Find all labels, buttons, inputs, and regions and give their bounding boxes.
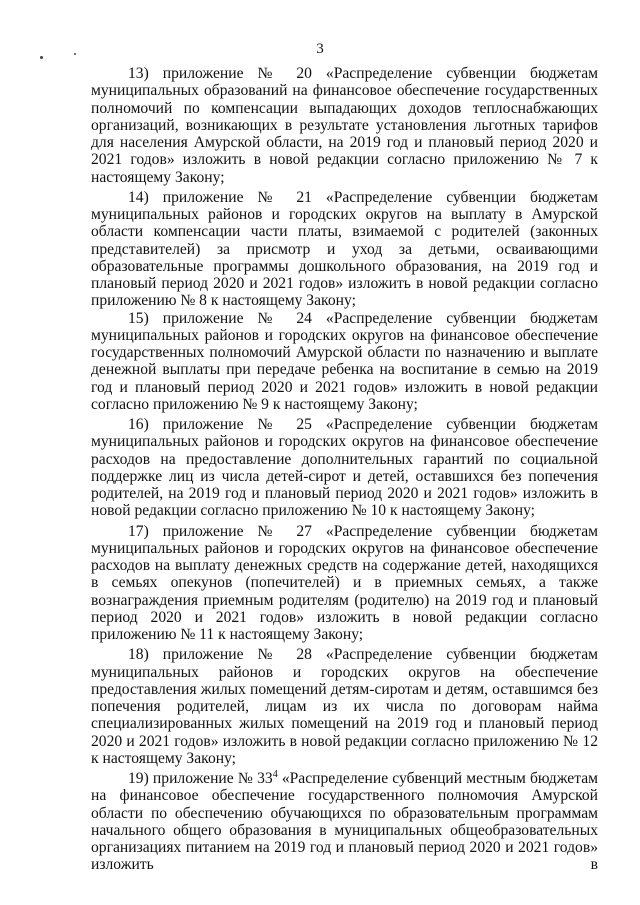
list-item-17: 17) приложение № 27 «Распределение субвенции бюджетам муниципальных районов и городских округов на финансовое обеспечение расходов на выплату денежных средств на содержание детей, находящихся в семьях опекунов (попечителей) и в приемных семьях, а также вознаграждения приемным родителям (родителю) на 2019 год и плановый период 2020 и 2021 годов» изложить в новой редакции согласно приложению № 11 к настоящему Закону; [91,522,598,643]
list-item-14: 14) приложение № 21 «Распределение субвенции бюджетам муниципальных районов и городских округов на выплату в Амурской области компенсации части платы, взимаемой с родителей (законных представителей) за присмотр и уход за детьми, осваивающими образовательные программы дошкольного образования, на 2019 год и плановый период 2020 и 2021 годов» изложить в новой редакции согласно приложению № 8 к настоящему Закону; [91,188,598,310]
list-item-13: 13) приложение № 20 «Распределение субвенции бюджетам муниципальных образований на финансовое обеспечение государственных полномочий по компенсации выпадающих доходов теплоснабжающих организаций, возникающих в результате установления льготных тарифов для населения Амурской области, на 2019 год и плановый период 2020 и 2021 годов» изложить в новой редакции согласно приложению № 7 к настоящему Закону; [91,65,598,186]
list-item-19-rest: «Распределение субвенций местным бюджетам на финансовое обеспечение государственного полномочия Амурской области по обеспечению обучающихся по образовательным программам начального общего образования в муниципальных общеобразовательных организациях питанием на 2019 год и плановый период 2020 и 2021 годов» изложить в [91,770,598,874]
list-item-19 [91,767,598,874]
document-body [91,65,598,874]
list-item-19-lead: 19) приложение № 33 [128,770,273,787]
page-number: 3 [316,41,324,57]
list-item-18: 18) приложение № 28 «Распределение субвенции бюджетам муниципальных районов и городских округов на обеспечение предоставления жилых помещений детям-сиротам и детям, оставшимся без попечения родителей, лицам из их числа по договорам найма специализированных жилых помещений на 2019 год и плановый период 2020 и 2021 годов» изложить в новой редакции согласно приложению № 12 к настоящему Закону; [91,646,598,767]
list-item-15: 15) приложение № 24 «Распределение субвенции бюджетам муниципальных районов и городских округов на финансовое обеспечение государственных полномочий Амурской области по назначению и выплате денежной выплаты при передаче ребенка на воспитание в семью на 2019 год и плановый период 2020 и 2021 годов» изложить в новой редакции согласно приложению № 9 к настоящему Закону; [91,309,598,413]
appendix-superscript: 4 [272,768,278,780]
list-item-16: 16) приложение № 25 «Распределение субвенции бюджетам муниципальных районов и городских округов на финансовое обеспечение расходов на предоставление дополнительных гарантий по социальной поддержке лиц из числа детей-сирот и детей, оставшихся без попечения родителей, на 2019 год и плановый период 2020 и 2021 годов» изложить в новой редакции согласно приложению № 10 к настоящему Закону; [91,416,598,520]
